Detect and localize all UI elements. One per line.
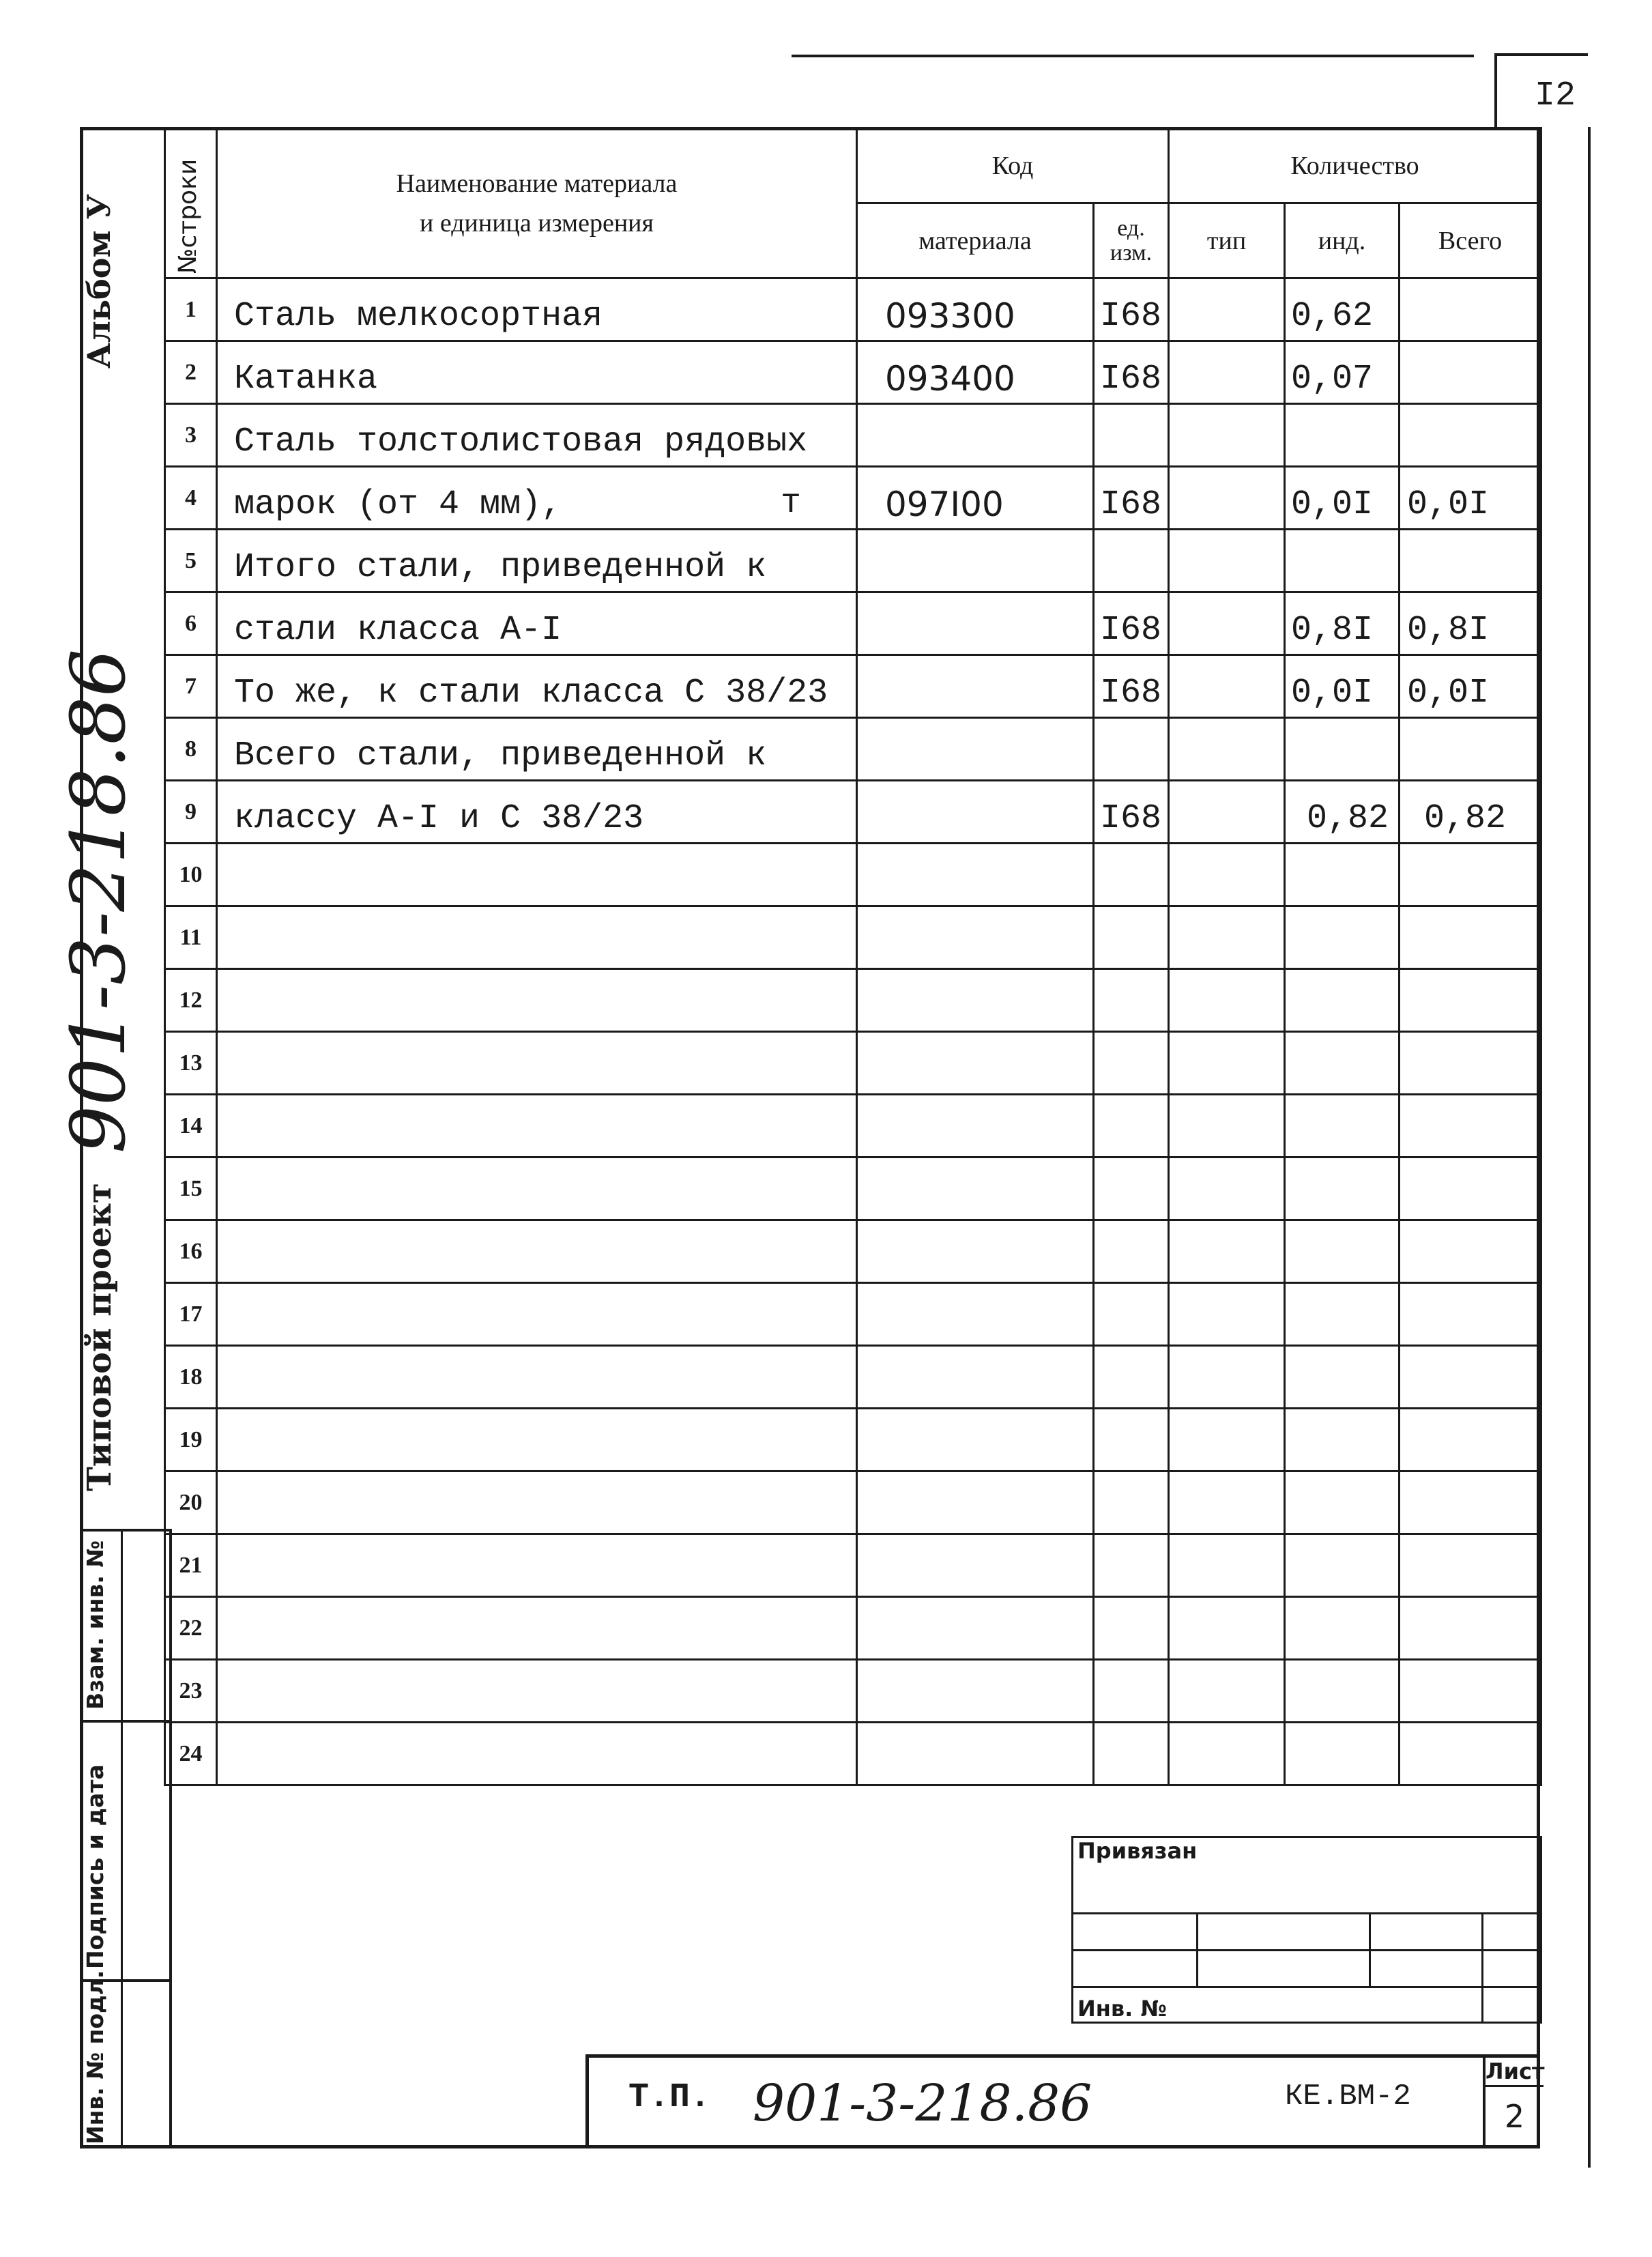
- header-unit-line1: ед.: [1117, 215, 1145, 241]
- material-code: [857, 655, 1094, 718]
- material-name: Сталь толстолистовая рядовых: [217, 404, 857, 467]
- unit-code: [1094, 530, 1169, 592]
- material-code: [857, 592, 1094, 655]
- qty-total: 0,8I: [1400, 592, 1541, 655]
- qty-ind: [1285, 404, 1400, 467]
- table-row: [165, 1660, 1541, 1723]
- table-row: [165, 1409, 1541, 1471]
- unit-code: [1094, 718, 1169, 781]
- material-code: [857, 969, 1094, 1032]
- header-name-line1: Наименование материала: [396, 169, 678, 198]
- qty-tip: [1169, 718, 1285, 781]
- unit-code: [1094, 1597, 1169, 1660]
- qty-tip: [1169, 341, 1285, 404]
- table-row: [165, 530, 1541, 592]
- row-number: 14: [165, 1095, 217, 1158]
- row-number: 5: [165, 530, 217, 592]
- row-number: 23: [165, 1660, 217, 1723]
- unit-code: [1094, 844, 1169, 906]
- table-row: [165, 592, 1541, 655]
- qty-tip: [1169, 655, 1285, 718]
- qty-tip: [1169, 1534, 1285, 1597]
- sheet-number-box: [1494, 53, 1588, 127]
- row-12-break: [457, 988, 505, 996]
- table-row: [165, 1095, 1541, 1158]
- header-row-number-cell: [165, 128, 217, 278]
- row-number: 18: [165, 1346, 217, 1409]
- table-row: [165, 655, 1541, 718]
- qty-tip: [1169, 1660, 1285, 1723]
- tb-cell: [1370, 1951, 1483, 1987]
- qty-tip: [1169, 1346, 1285, 1409]
- sheet-number: I2: [1534, 76, 1576, 115]
- unit-code: I68: [1094, 278, 1169, 341]
- table-row: [165, 969, 1541, 1032]
- tb-cell: [1198, 1951, 1370, 1987]
- qty-total: [1400, 1471, 1541, 1534]
- row-number: 7: [165, 655, 217, 718]
- qty-total: [1400, 1723, 1541, 1785]
- material-code: 093300: [857, 278, 1094, 341]
- qty-total: [1400, 530, 1541, 592]
- sheet-label: Лист: [1486, 2058, 1544, 2087]
- unit-code: I68: [1094, 781, 1169, 844]
- qty-tip: [1169, 1095, 1285, 1158]
- qty-ind: [1285, 1346, 1400, 1409]
- qty-ind: [1285, 1597, 1400, 1660]
- stamp-inv-podl: Инв. № подл.: [82, 1970, 108, 2144]
- material-code: [857, 1409, 1094, 1471]
- sheet-value: 2: [1504, 2098, 1525, 2135]
- material-code: [857, 1095, 1094, 1158]
- qty-ind: 0,0I: [1285, 467, 1400, 530]
- qty-total: [1400, 1220, 1541, 1283]
- material-name: [217, 1534, 857, 1597]
- qty-tip: [1169, 1597, 1285, 1660]
- header-unit-line2: изм.: [1110, 240, 1153, 265]
- qty-ind: [1285, 1409, 1400, 1471]
- qty-total: [1400, 906, 1541, 969]
- tp-number-handwritten: 901-3-218.86: [753, 2074, 1092, 2133]
- material-table: [164, 127, 1542, 1786]
- material-name: Всего стали, приведенной к: [217, 718, 857, 781]
- qty-tip: [1169, 1723, 1285, 1785]
- header-name-line2: и единица измерения: [420, 208, 654, 238]
- project-number-handwritten: 901-3-218.86: [55, 648, 142, 1153]
- qty-ind: [1285, 1158, 1400, 1220]
- table-row: [165, 1597, 1541, 1660]
- tb-cell: [1198, 1914, 1370, 1951]
- qty-total: [1400, 1032, 1541, 1095]
- row-number: 3: [165, 404, 217, 467]
- privyazan-label: Привязан: [1077, 1838, 1198, 1864]
- row-number: 2: [165, 341, 217, 404]
- qty-total: [1400, 1283, 1541, 1346]
- right-page-rule: [1588, 127, 1591, 2168]
- tb-cell: [1073, 1914, 1198, 1951]
- qty-ind: 0,62: [1285, 278, 1400, 341]
- table-row: [165, 404, 1541, 467]
- unit-code: I68: [1094, 655, 1169, 718]
- material-code: [857, 1220, 1094, 1283]
- table-row: [165, 1032, 1541, 1095]
- table-row: [165, 1220, 1541, 1283]
- table-row: [165, 278, 1541, 341]
- table-row: [165, 1534, 1541, 1597]
- table-row: [165, 1158, 1541, 1220]
- unit-mark: т: [780, 484, 801, 523]
- material-code: [857, 1723, 1094, 1785]
- qty-ind: 0,8I: [1285, 592, 1400, 655]
- material-code: 097I00: [857, 467, 1094, 530]
- row-number: 22: [165, 1597, 217, 1660]
- table-row: [165, 467, 1541, 530]
- row-number: 13: [165, 1032, 217, 1095]
- material-name: [217, 1158, 857, 1220]
- material-code: [857, 1283, 1094, 1346]
- material-code: [857, 1158, 1094, 1220]
- qty-total: [1400, 1660, 1541, 1723]
- qty-ind: [1285, 1660, 1400, 1723]
- qty-ind: [1285, 1095, 1400, 1158]
- row-number: 4: [165, 467, 217, 530]
- material-name: [217, 1409, 857, 1471]
- unit-code: [1094, 1660, 1169, 1723]
- material-name: [217, 1346, 857, 1409]
- unit-code: [1094, 1409, 1169, 1471]
- privyazan-cell: [1073, 1837, 1541, 1914]
- material-name: Сталь мелкосортная: [217, 278, 857, 341]
- material-code: 093400: [857, 341, 1094, 404]
- material-code: [857, 844, 1094, 906]
- material-code: [857, 1660, 1094, 1723]
- unit-code: I68: [1094, 467, 1169, 530]
- tb-cell: [1370, 1914, 1483, 1951]
- header-tip: тип: [1169, 203, 1285, 278]
- stamp-vzam: Взам. инв. №: [82, 1540, 108, 1710]
- qty-total: [1400, 404, 1541, 467]
- unit-code: [1094, 1534, 1169, 1597]
- inv-no-label: Инв. №: [1077, 1996, 1167, 2022]
- material-name: [217, 1095, 857, 1158]
- header-row-number: №строки: [174, 158, 202, 274]
- qty-ind: [1285, 844, 1400, 906]
- tb-cell: [1073, 1951, 1198, 1987]
- qty-tip: [1169, 404, 1285, 467]
- qty-ind: [1285, 1032, 1400, 1095]
- qty-ind: [1285, 1471, 1400, 1534]
- qty-tip: [1169, 1158, 1285, 1220]
- unit-code: [1094, 1283, 1169, 1346]
- tb-cell: [1483, 1987, 1541, 2023]
- qty-total: 0,0I: [1400, 467, 1541, 530]
- table-row: [165, 1723, 1541, 1785]
- material-name: Итого стали, приведенной к: [217, 530, 857, 592]
- material-name: [217, 1283, 857, 1346]
- unit-code: [1094, 1095, 1169, 1158]
- row-number: 10: [165, 844, 217, 906]
- qty-ind: [1285, 718, 1400, 781]
- row-number: 1: [165, 278, 217, 341]
- row-number: 17: [165, 1283, 217, 1346]
- material-code: [857, 530, 1094, 592]
- stamp-divider-1: [80, 1529, 172, 1532]
- qty-tip: [1169, 781, 1285, 844]
- row-number: 21: [165, 1534, 217, 1597]
- qty-total: [1400, 844, 1541, 906]
- material-code: [857, 404, 1094, 467]
- unit-code: I68: [1094, 341, 1169, 404]
- material-name: марок (от 4 мм), т: [217, 467, 857, 530]
- material-name: стали класса А-I: [217, 592, 857, 655]
- qty-tip: [1169, 278, 1285, 341]
- inv-cell: [1073, 1987, 1483, 2023]
- top-rule: [792, 55, 1474, 57]
- unit-code: [1094, 1723, 1169, 1785]
- row-number: 19: [165, 1409, 217, 1471]
- material-name: [217, 1597, 857, 1660]
- unit-code: [1094, 1032, 1169, 1095]
- row-number: 24: [165, 1723, 217, 1785]
- table-row: [165, 844, 1541, 906]
- material-name: [217, 1032, 857, 1095]
- qty-tip: [1169, 530, 1285, 592]
- material-name: [217, 1660, 857, 1723]
- material-name: Катанка: [217, 341, 857, 404]
- qty-total: [1400, 1534, 1541, 1597]
- material-code: [857, 906, 1094, 969]
- material-code: [857, 781, 1094, 844]
- qty-total: [1400, 718, 1541, 781]
- qty-total: 0,0I: [1400, 655, 1541, 718]
- header-total: Всего: [1400, 203, 1541, 278]
- qty-total: [1400, 1095, 1541, 1158]
- qty-tip: [1169, 1409, 1285, 1471]
- qty-tip: [1169, 1220, 1285, 1283]
- material-code: [857, 1032, 1094, 1095]
- table-row: [165, 1471, 1541, 1534]
- material-code: [857, 1346, 1094, 1409]
- header-quantity: Количество: [1169, 128, 1541, 203]
- unit-code: [1094, 1346, 1169, 1409]
- qty-tip: [1169, 1471, 1285, 1534]
- stamp-divider-2: [80, 1720, 172, 1723]
- header-name-cell: [217, 128, 857, 278]
- unit-code: [1094, 1158, 1169, 1220]
- unit-code: [1094, 1471, 1169, 1534]
- material-name: [217, 1723, 857, 1785]
- unit-code: [1094, 1220, 1169, 1283]
- sheet-cell: [1483, 2058, 1544, 2148]
- qty-ind: [1285, 1723, 1400, 1785]
- material-name: [217, 1220, 857, 1283]
- material-name: [217, 906, 857, 969]
- qty-tip: [1169, 592, 1285, 655]
- row-number: 15: [165, 1158, 217, 1220]
- qty-total: [1400, 278, 1541, 341]
- qty-total: [1400, 1346, 1541, 1409]
- qty-tip: [1169, 844, 1285, 906]
- stamp-podpis: Подпись и дата: [82, 1764, 108, 1969]
- qty-tip: [1169, 969, 1285, 1032]
- table-row: [165, 341, 1541, 404]
- material-code: [857, 1471, 1094, 1534]
- qty-tip: [1169, 1283, 1285, 1346]
- header-material: материала: [857, 203, 1094, 278]
- qty-ind: [1285, 1283, 1400, 1346]
- unit-code: I68: [1094, 592, 1169, 655]
- qty-ind: [1285, 1220, 1400, 1283]
- material-code: [857, 1534, 1094, 1597]
- unit-code: [1094, 906, 1169, 969]
- material-code: [857, 1597, 1094, 1660]
- qty-ind: 0,07: [1285, 341, 1400, 404]
- qty-total: [1400, 1597, 1541, 1660]
- doc-code: КЕ.ВМ-2: [1285, 2080, 1411, 2114]
- header-code: Код: [857, 128, 1169, 203]
- qty-total: [1400, 1409, 1541, 1471]
- qty-ind: 0,0I: [1285, 655, 1400, 718]
- material-name: [217, 969, 857, 1032]
- qty-total: [1400, 1158, 1541, 1220]
- table-row: [165, 781, 1541, 844]
- row-number: 20: [165, 1471, 217, 1534]
- unit-code: [1094, 404, 1169, 467]
- qty-ind: 0,82: [1285, 781, 1400, 844]
- unit-code: [1094, 969, 1169, 1032]
- stamp-inner-line: [121, 1529, 123, 2148]
- row-number: 6: [165, 592, 217, 655]
- main-title-block: [585, 2054, 1545, 2148]
- project-label: Типовой проект: [81, 1183, 119, 1491]
- tb-cell: [1483, 1951, 1541, 1987]
- material-name: классу А-I и С 38/23: [217, 781, 857, 844]
- qty-ind: [1285, 906, 1400, 969]
- table-row: [165, 906, 1541, 969]
- qty-total: 0,82: [1400, 781, 1541, 844]
- qty-ind: [1285, 1534, 1400, 1597]
- row-number: 11: [165, 906, 217, 969]
- row-number: 16: [165, 1220, 217, 1283]
- album-label: Альбом У: [81, 194, 117, 369]
- material-code: [857, 718, 1094, 781]
- table-row: [165, 718, 1541, 781]
- material-name: [217, 1471, 857, 1534]
- material-name: [217, 844, 857, 906]
- qty-ind: [1285, 969, 1400, 1032]
- tb-cell: [1483, 1914, 1541, 1951]
- row-number: 12: [165, 969, 217, 1032]
- tp-prefix: Т.П.: [628, 2078, 711, 2117]
- table-row: [165, 1346, 1541, 1409]
- qty-tip: [1169, 1032, 1285, 1095]
- header-ind: инд.: [1285, 203, 1400, 278]
- qty-tip: [1169, 467, 1285, 530]
- qty-total: [1400, 341, 1541, 404]
- qty-ind: [1285, 530, 1400, 592]
- qty-total: [1400, 969, 1541, 1032]
- row-number: 8: [165, 718, 217, 781]
- privyazan-block: [1071, 1836, 1542, 2024]
- material-name: То же, к стали класса С 38/23: [217, 655, 857, 718]
- header-unit-cell: [1094, 203, 1169, 278]
- row-number: 9: [165, 781, 217, 844]
- qty-tip: [1169, 906, 1285, 969]
- table-row: [165, 1283, 1541, 1346]
